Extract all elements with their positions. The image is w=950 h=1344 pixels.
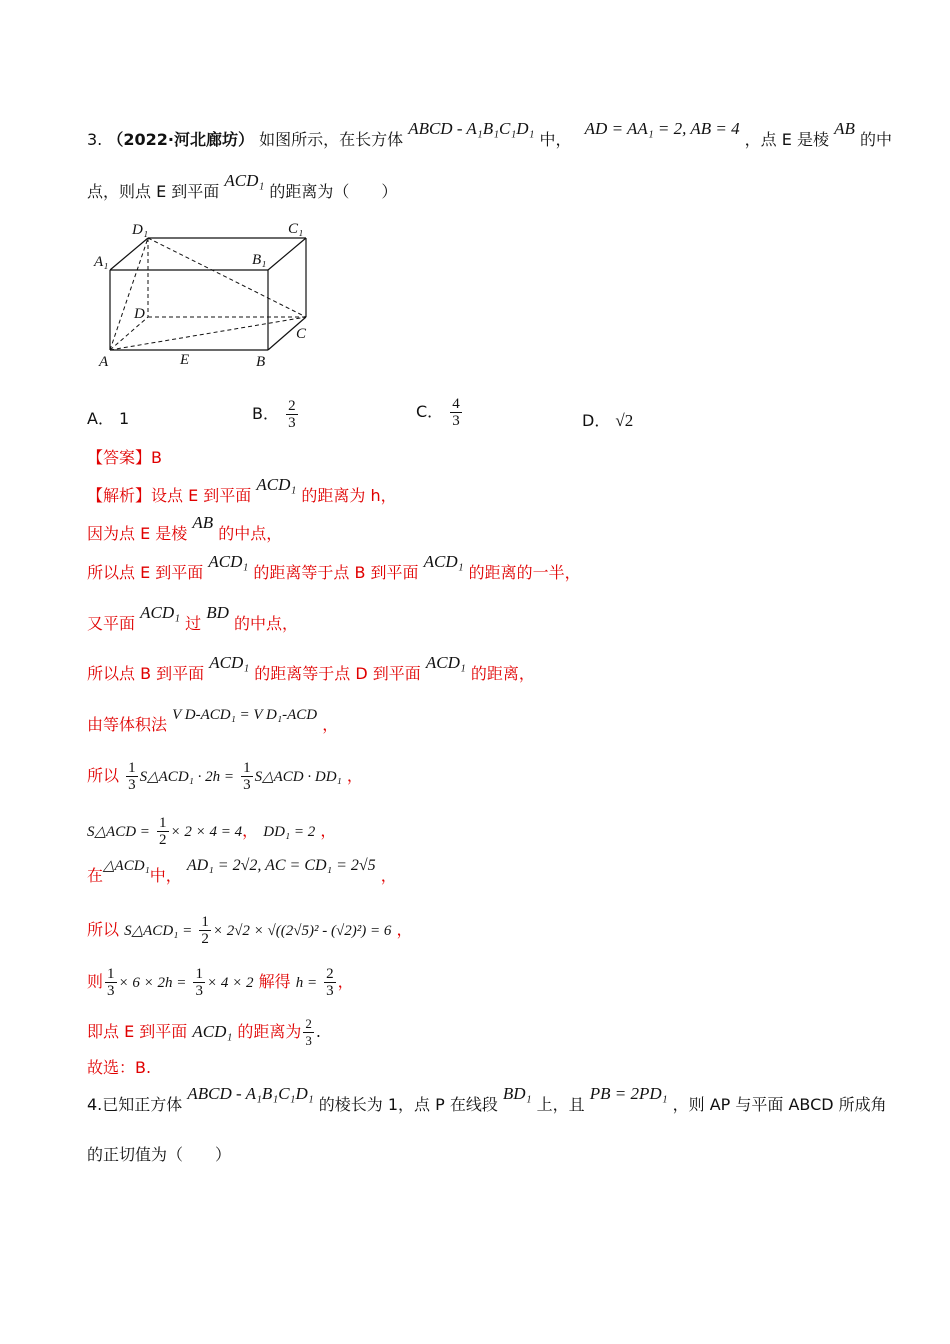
solution-text: 的距离，: [470, 664, 535, 683]
q3-condition: AD = AA₁ = 2, AB = 4: [584, 119, 740, 138]
label-A1: A₁: [94, 254, 109, 270]
solution-text: 又平面: [87, 614, 136, 633]
choice-b[interactable]: [252, 398, 300, 431]
solution-math: AD₁ = 2√2, AC = CD₁ = 2√5: [186, 857, 376, 874]
q3-plane: ACD₁: [224, 171, 265, 190]
fraction: $\frac{1}{2}$: [159, 815, 167, 848]
fraction: $\frac{1}{3}$: [195, 966, 203, 999]
answer-value: B: [151, 448, 162, 467]
q4-line1: [87, 1084, 887, 1117]
solution-text: 的距离为: [237, 1022, 302, 1041]
solution-math: S△ACD₁ =: [124, 923, 193, 939]
solution-math: × 2√2 × √((2√5)² - (√2)²) = 6: [212, 923, 392, 939]
solution-math: DD₁ = 2: [263, 824, 316, 840]
answer-line: [87, 446, 162, 470]
solution-math: ACD₁: [256, 475, 297, 494]
label-D: D: [134, 306, 145, 322]
solution-text: ，: [396, 920, 413, 939]
solution-math: × 2 × 4 = 4: [170, 824, 243, 840]
choice-value: √2: [615, 411, 634, 430]
solution-line-9: [87, 857, 397, 889]
choice-letter: A．: [87, 409, 114, 428]
solution-text: 的距离的一半，: [468, 563, 581, 582]
solution-text: ，: [346, 766, 363, 785]
solution-math: ACD₁: [423, 552, 464, 571]
solution-math: ACD₁: [192, 1022, 233, 1041]
solution-text: .: [315, 1022, 322, 1041]
solution-line-6: [87, 707, 339, 738]
solution-line-4: [87, 603, 299, 636]
solution-math: ACD₁: [209, 653, 250, 672]
choice-c[interactable]: [416, 396, 464, 429]
solution-line-3: [87, 552, 581, 585]
solution-line-5: [87, 653, 535, 686]
choice-fraction: $\frac{4}{3}$: [452, 396, 460, 429]
q4-condition: PB = 2PD₁: [589, 1084, 668, 1103]
solution-text: 中，: [149, 866, 182, 885]
solution-line-13: [87, 1056, 151, 1080]
solution-label: 【解析】: [87, 486, 152, 505]
q3-text: ，点 E 是棱: [744, 130, 829, 149]
solution-text: 则: [87, 972, 104, 991]
solution-math: × 4 × 2: [206, 975, 254, 991]
hidden-edges: [110, 238, 306, 350]
solution-math: V D-ACD₁ = V D₁-ACD: [172, 707, 318, 723]
solution-line-10: [87, 914, 412, 947]
solution-text: 在: [87, 866, 104, 885]
solution-text: 因为点 E 是棱: [87, 524, 188, 543]
solution-math: ACD₁: [208, 552, 249, 571]
choice-letter: D．: [582, 411, 611, 430]
q4-line2: [87, 1143, 231, 1167]
solution-text: 故选：B.: [87, 1058, 152, 1077]
q4-text: 上，且: [536, 1095, 585, 1114]
solution-text: ，: [320, 821, 337, 840]
solution-math: ACD₁: [425, 653, 466, 672]
q3-text: 如图所示，在长方体: [259, 130, 404, 149]
solution-line-8: [87, 815, 336, 848]
solution-text: 所以: [87, 766, 120, 785]
solution-text: 解得: [258, 972, 291, 991]
q4-number: 4.: [87, 1095, 103, 1114]
fraction: $\frac{1}{2}$: [201, 914, 209, 947]
q3-text: 中，: [539, 130, 572, 149]
fraction: $\frac{1}{3}$: [107, 966, 115, 999]
choice-fraction: $\frac{2}{3}$: [288, 398, 296, 431]
solution-math: △ACD₁: [103, 858, 150, 874]
solution-line-12: [87, 1016, 321, 1049]
solution-text: ，: [380, 866, 397, 885]
solution-text: 过: [185, 614, 202, 633]
solution-line-2: [87, 513, 283, 546]
fraction: $\frac{1}{3}$: [243, 760, 251, 793]
solution-line-1: [87, 475, 397, 508]
label-E: E: [180, 352, 190, 368]
solution-text: ，: [337, 972, 354, 991]
solution-text: 的中点，: [218, 524, 283, 543]
q4-text: 的棱长为 1，点 P 在线段: [318, 1095, 498, 1114]
q3-text: 的中: [859, 130, 892, 149]
q4-solid: ABCD - A₁B₁C₁D₁: [187, 1084, 314, 1103]
solution-text: ，: [322, 715, 339, 734]
solution-text: 所以: [87, 920, 120, 939]
solution-line-7: [87, 760, 363, 793]
q3-solid: ABCD - A₁B₁C₁D₁: [408, 119, 535, 138]
solution-math: ACD₁: [140, 603, 181, 622]
q4-text: ，则 AP 与平面 ABCD 所成角: [672, 1095, 887, 1114]
choice-a[interactable]: [87, 407, 129, 431]
solution-math: AB: [192, 513, 214, 532]
choice-letter: C．: [416, 402, 444, 421]
choice-d[interactable]: [582, 409, 633, 433]
cuboid-figure: [90, 214, 330, 374]
solution-text: 的距离等于点 B 到平面: [253, 563, 419, 582]
q3-text: 点，则点 E 到平面: [87, 182, 220, 201]
solution-text: 的距离等于点 D 到平面: [254, 664, 421, 683]
solution-text: ，: [242, 821, 259, 840]
q3-line2: [87, 171, 398, 204]
choice-letter: B．: [252, 404, 279, 423]
solution-math: BD: [206, 603, 229, 622]
fraction: $\frac{1}{3}$: [128, 760, 136, 793]
solution-math: S△ACD · DD₁: [254, 769, 342, 785]
q3-source: （2022·河北廊坊）: [107, 130, 254, 149]
solution-line-11: [87, 966, 354, 999]
solution-math: × 6 × 2h =: [118, 975, 187, 991]
q4-text: 已知正方体: [102, 1095, 183, 1114]
solution-text: 所以点 E 到平面: [87, 563, 204, 582]
q3-line1: [87, 119, 892, 152]
label-B: B: [256, 354, 266, 370]
solution-math: S△ACD₁ · 2h =: [139, 769, 234, 785]
answer-label: 【答案】: [87, 448, 152, 467]
q3-text: 的距离为（ ）: [269, 182, 398, 201]
label-D1: D₁: [132, 222, 149, 238]
label-A: A: [99, 354, 109, 370]
solution-text: 即点 E 到平面: [87, 1022, 188, 1041]
q4-segment: BD₁: [502, 1084, 532, 1103]
q3-number: 3.: [87, 130, 103, 149]
solution-text: 所以点 B 到平面: [87, 664, 205, 683]
solution-math: h =: [295, 975, 318, 991]
solution-text: 由等体积法: [87, 715, 168, 734]
label-B1: B₁: [252, 252, 267, 268]
fraction: $\frac{2}{3}$: [326, 966, 334, 999]
solution-text: 设点 E 到平面: [151, 486, 252, 505]
solution-text: 的中点，: [234, 614, 299, 633]
label-C1: C₁: [288, 221, 304, 237]
solution-math: S△ACD =: [87, 824, 150, 840]
fraction: $\frac{2}{3}$: [305, 1016, 312, 1048]
choice-value: 1: [119, 409, 130, 428]
label-C: C: [296, 326, 307, 342]
solution-text: 的距离为 h，: [301, 486, 397, 505]
q3-edge: AB: [834, 119, 855, 138]
q4-text: 的正切值为（ ）: [87, 1145, 232, 1164]
